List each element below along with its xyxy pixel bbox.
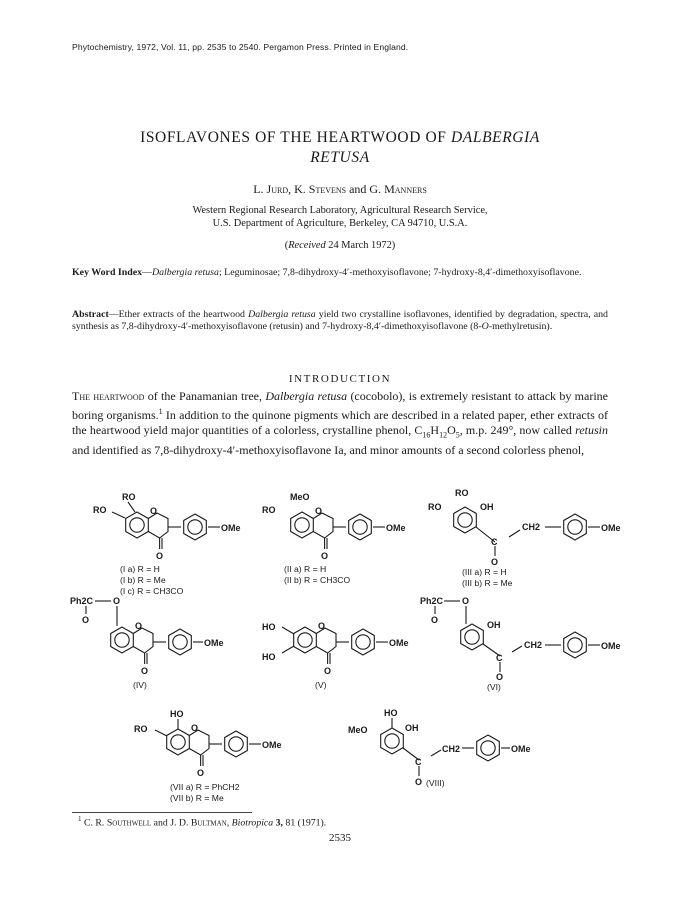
footnote (78, 815, 326, 828)
II-ring-oxygen: O (315, 506, 323, 516)
VIII-hydroxy-top: HO (384, 708, 398, 718)
VI-oxygen-2: O (431, 615, 439, 625)
IV-oxygen-1: O (113, 596, 121, 606)
I-variant-a: (I a) R = H (120, 564, 160, 574)
III-variant-b: (III b) R = Me (462, 578, 513, 588)
structure-I (93, 492, 241, 596)
structure-VII (134, 709, 282, 803)
III-variant-a: (III a) R = H (462, 567, 507, 577)
structure-IV (70, 596, 224, 690)
I-top-substituent: RO (122, 492, 136, 502)
VIII-methylene: CH2 (442, 744, 461, 754)
page-number: 2535 (329, 832, 351, 844)
title-species: RETUSA (310, 149, 370, 166)
VII-ring-oxygen: O (191, 723, 199, 733)
I-left-substituent: RO (93, 505, 107, 515)
II-carbonyl-oxygen: O (321, 551, 329, 561)
formula-sub-h: 12 (439, 430, 448, 440)
received-word: Received (288, 240, 326, 251)
V-methoxy: OMe (389, 638, 409, 648)
received-open: ( (284, 240, 289, 251)
V-label: (V) (315, 680, 327, 690)
II-left-substituent: RO (262, 505, 276, 515)
III-methoxy: OMe (601, 523, 621, 533)
author-1-initial: L. (253, 182, 267, 196)
IV-carbonyl-oxygen: O (141, 666, 149, 676)
I-methoxy: OMe (221, 523, 241, 533)
title-genus: DALBERGIA (451, 129, 540, 146)
paper-title-line-2 (70, 148, 610, 168)
VI-carbon: C (496, 653, 503, 663)
VIII-label: (VIII) (426, 778, 445, 788)
VII-carbonyl-oxygen: O (197, 768, 205, 778)
VIII-methoxy: OMe (511, 744, 531, 754)
intro-genus: Dalbergia retusa (265, 389, 348, 403)
structure-II (262, 492, 406, 585)
VI-carbonyl-oxygen: O (496, 672, 504, 682)
structure-VIII (348, 708, 531, 788)
structure-V (262, 621, 409, 690)
I-variant-b: (I b) R = Me (120, 575, 166, 585)
II-variant-a: (II a) R = H (284, 564, 327, 574)
intro-retusin: retusin (575, 423, 608, 438)
intro-text-7: and identified as 7,8-dihydroxy-4′-methoxyisoflavone Ia, and minor amounts of a second colorless phenol, (72, 442, 585, 457)
footnote-journal: Biotropica (231, 817, 274, 829)
IV-oxygen-2: O (82, 615, 90, 625)
abstract-part-3: -methylretusin). (488, 320, 553, 332)
IV-ring-oxygen: O (135, 621, 143, 631)
received-date-text: 24 March 1972) (325, 240, 396, 251)
introduction-paragraph (72, 389, 608, 458)
author-list (70, 182, 610, 197)
key-word-genus: Dalbergia retusa (151, 267, 219, 278)
author-sep-2: and G. (346, 182, 385, 196)
intro-text-3: In addition to the quinone pigments which are described in a related paper, ether extracts of the heartwood yield major quantities of a colorless, crystalline phenol, C (72, 408, 608, 438)
abstract-o-italic: O (481, 320, 489, 332)
author-sep-1: , K. (288, 182, 309, 196)
abstract-part-1: —Ether extracts of the heartwood (108, 309, 249, 320)
formula-sub-o: 5 (455, 430, 460, 440)
chemical-structures-figure (0, 480, 677, 815)
intro-text-6: , m.p. 249°, now called (459, 423, 576, 438)
abstract-part-2: yield two crystalline isoflavones, identified by degradation, spectra, and synthesis as 7,8-dihydroxy-4′-methoxyisoflavone (retusin) and 7-hydroxy-8,4′-dimethoxyisoflavone (8- (72, 309, 608, 332)
VI-diphenylmethylene: Ph2C (420, 596, 444, 606)
footnote-text-3: , (226, 817, 232, 829)
section-heading: INTRODUCTION (288, 373, 392, 385)
I-variant-c: (I c) R = CH3CO (120, 586, 184, 596)
intro-lead: The heartwood (72, 389, 145, 403)
key-word-dash: — (142, 267, 152, 278)
footnote-author-1: Southwell (106, 817, 152, 829)
II-methoxy: OMe (386, 523, 406, 533)
intro-text-2: (cocobolo), is extremely resistant to attack by marine boring organisms. (72, 389, 608, 423)
footnote-text-1: C. R. (81, 817, 107, 829)
intro-text-1: of the Panamanian tree, (144, 389, 266, 403)
V-hydroxy-1: HO (262, 622, 276, 632)
received-date (70, 240, 610, 251)
key-word-rest: ; Leguminosae; 7,8-dihydroxy-4′-methoxyisoflavone; 7-hydroxy-8,4′-dimethoxyisoflavone. (218, 267, 582, 278)
abstract-genus: Dalbergia retusa (248, 309, 316, 320)
structure-III (428, 488, 621, 588)
VI-oxygen-1: O (462, 596, 470, 606)
VII-methoxy: OMe (262, 740, 282, 750)
V-ring-oxygen: O (318, 621, 326, 631)
structure-VI (420, 596, 621, 692)
formula-sub-c: 16 (422, 430, 431, 440)
title-prefix: ISOFLAVONES OF THE HEARTWOOD OF (140, 129, 451, 146)
footnote-rule (72, 812, 252, 813)
key-word-index (72, 267, 608, 279)
VI-methoxy: OMe (601, 641, 621, 651)
VIII-carbon: C (415, 757, 422, 767)
VII-variant-b: (VII b) R = Me (170, 793, 224, 803)
I-carbonyl-oxygen: O (156, 551, 164, 561)
IV-label: (IV) (133, 680, 147, 690)
II-variant-b: (II b) R = CH3CO (284, 575, 351, 585)
abstract-label: Abstract (72, 309, 109, 320)
VI-hydroxy: OH (487, 620, 501, 630)
footnote-text-2: and J. D. (151, 817, 191, 829)
VIII-methoxy-left: MeO (348, 725, 368, 735)
VII-hydroxy: HO (170, 709, 184, 719)
affiliation-line-2: U.S. Department of Agriculture, Berkeley, CA 94710, U.S.A. (212, 217, 468, 229)
paper-title-line-1 (70, 128, 610, 148)
affiliation-line-1: Western Regional Research Laboratory, Agricultural Research Service, (192, 205, 488, 216)
III-carbon: C (491, 537, 498, 547)
affiliation (70, 205, 610, 230)
III-left-substituent: RO (428, 502, 442, 512)
VI-methylene: CH2 (524, 640, 543, 650)
VIII-hydroxy: OH (405, 723, 419, 733)
I-ring-oxygen: O (150, 506, 158, 516)
author-2-name: Stevens (308, 182, 347, 196)
abstract (72, 309, 608, 332)
intro-text-4: H (430, 423, 440, 438)
journal-citation: Phytochemistry, 1972, Vol. 11, pp. 2535 to 2540. Pergamon Press. Printed in England. (72, 42, 409, 52)
V-carbonyl-oxygen: O (324, 666, 332, 676)
footnote-author-2: Bultman (190, 817, 227, 829)
III-carbonyl-oxygen: O (491, 557, 499, 567)
footnote-volume: 3, (273, 817, 283, 829)
V-hydroxy-2: HO (262, 652, 276, 662)
author-3-name: Manners (384, 182, 427, 196)
VIII-carbonyl-oxygen: O (415, 777, 423, 787)
IV-methoxy: OMe (204, 638, 224, 648)
author-1-name: Jurd (266, 182, 289, 196)
intro-ref-1: 1 (158, 407, 163, 417)
II-top-substituent: MeO (290, 492, 310, 502)
VII-alkoxy: RO (134, 724, 148, 734)
III-top-substituent: RO (455, 488, 469, 498)
IV-diphenylmethylene: Ph2C (70, 596, 94, 606)
III-methylene: CH2 (522, 522, 541, 532)
III-hydroxy: OH (480, 502, 494, 512)
footnote-pages: 81 (1971). (282, 817, 327, 829)
VI-label: (VI) (487, 682, 501, 692)
VII-variant-a: (VII a) R = PhCH2 (170, 782, 240, 792)
footnote-number: 1 (78, 815, 82, 823)
key-word-label: Key Word Index (72, 267, 143, 278)
intro-text-5: O (447, 423, 456, 438)
